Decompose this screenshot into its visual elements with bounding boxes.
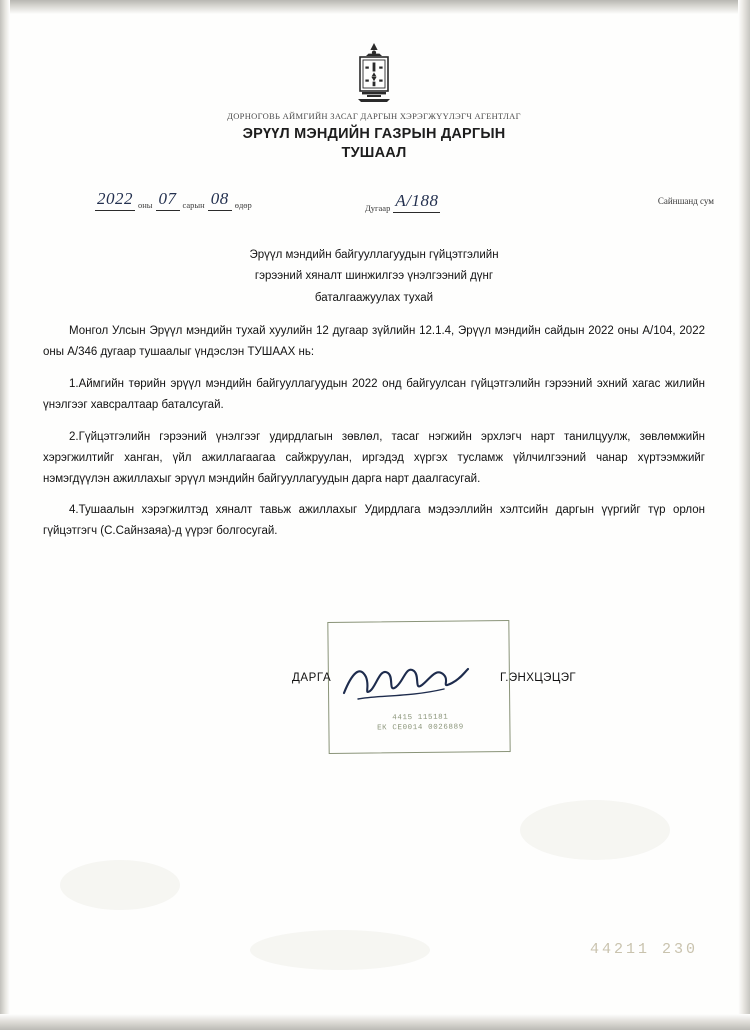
agency-name: ДОРНОГОВЬ АЙМГИЙН ЗАСАГ ДАРГЫН ХЭРЭГЖҮҮЛЭГЧ АГЕНТЛАГ [227,111,521,121]
handwritten-signature-icon [340,655,470,705]
date-year-value: 2022 [95,189,135,211]
order-number-label: Дугаар [365,203,391,213]
subject-line-1: Эрүүл мэндийн байгууллагуудын гүйцэтгэлийн [249,249,499,261]
signature-name: Г.ЭНХЦЭЦЭГ [500,672,577,684]
stamp-code-line-1: 4415 115181 [392,713,449,723]
issue-place: Сайншанд сум [657,196,714,206]
body-paragraph-clause-2: 2.Гүйцэтгэлийн гэрээний үнэлгээг удирдлагын зөвлөл, тасаг нэгжийн эрхлэгч нарт танилцуулж, зөвлөмжийн хэрэгжилтийг ханган, үйл ажиллагаагаа сайжруулан, иргэдэд хүргэх тусламж үйлчилгээний чанар хүртээмжийг нэмэгдүүлэн ажиллахыг эрүүл мэндийн байгууллагуудын дарга нарт даалгасугай. [43,430,705,485]
date-month-label: сарын [182,200,205,210]
document-body [43,321,705,542]
order-number-group [365,191,440,213]
mongolia-soyombo-emblem-icon [352,41,396,103]
document-subject [10,245,738,309]
document-meta-row [10,185,738,219]
document-content [10,13,738,1014]
order-number-value: А/188 [393,191,440,213]
document-title-line-1: ЭРҮҮЛ МЭНДИЙН ГАЗРЫН ДАРГЫН [242,126,506,142]
stamp-code-line-2: ЕК СЕ0014 0026889 [377,723,464,733]
date-day-value: 08 [208,189,232,211]
date-field-group [95,189,253,211]
date-month-value: 07 [156,189,180,211]
subject-line-3: баталгаажуулах тухай [314,291,434,304]
scan-edge-left [0,0,10,1030]
signature-role-label: ДАРГА [292,672,332,684]
body-paragraph-clause-1: 1.Аймгийн төрийн эрүүл мэндийн байгууллагуудын 2022 онд байгуулсан гүйцэтгэлийн гэрээний эхний хагас жилийн үнэлгээг хавсралтаар баталсугай. [43,377,705,411]
document-title-line-2: ТУШААЛ [341,145,407,161]
date-day-label: өдөр [234,200,252,210]
scanner-code: 44211 230 [589,941,698,958]
document-heading [10,111,738,161]
body-paragraph-intro: Монгол Улсын Эрүүл мэндийн тухай хуулийн 12 дугаар зүйлийн 12.1.4, Эрүүл мэндийн сайдын 2022 оны А/104, 2022 оны А/346 дугаар тушаалыг үндэслэн ТУШААХ нь: [43,325,705,358]
scan-edge-top [0,0,750,14]
signature-row [10,663,738,703]
subject-line-2: гэрээний хяналт шинжилгээ үнэлгээний дүнг [254,270,494,283]
scan-edge-right [738,0,750,1030]
date-year-label: оны [138,200,153,210]
scan-edge-bottom [0,1014,750,1030]
body-paragraph-clause-4: 4.Тушаалын хэрэгжилтэд хяналт тавьж ажиллахыг Удирдлага мэдээллийн хэлтсийн даргын үүргийг түр орлон гүйцэтгэгч (С.Сайнзаяа)-д үүрэг болгосугай. [43,504,705,538]
